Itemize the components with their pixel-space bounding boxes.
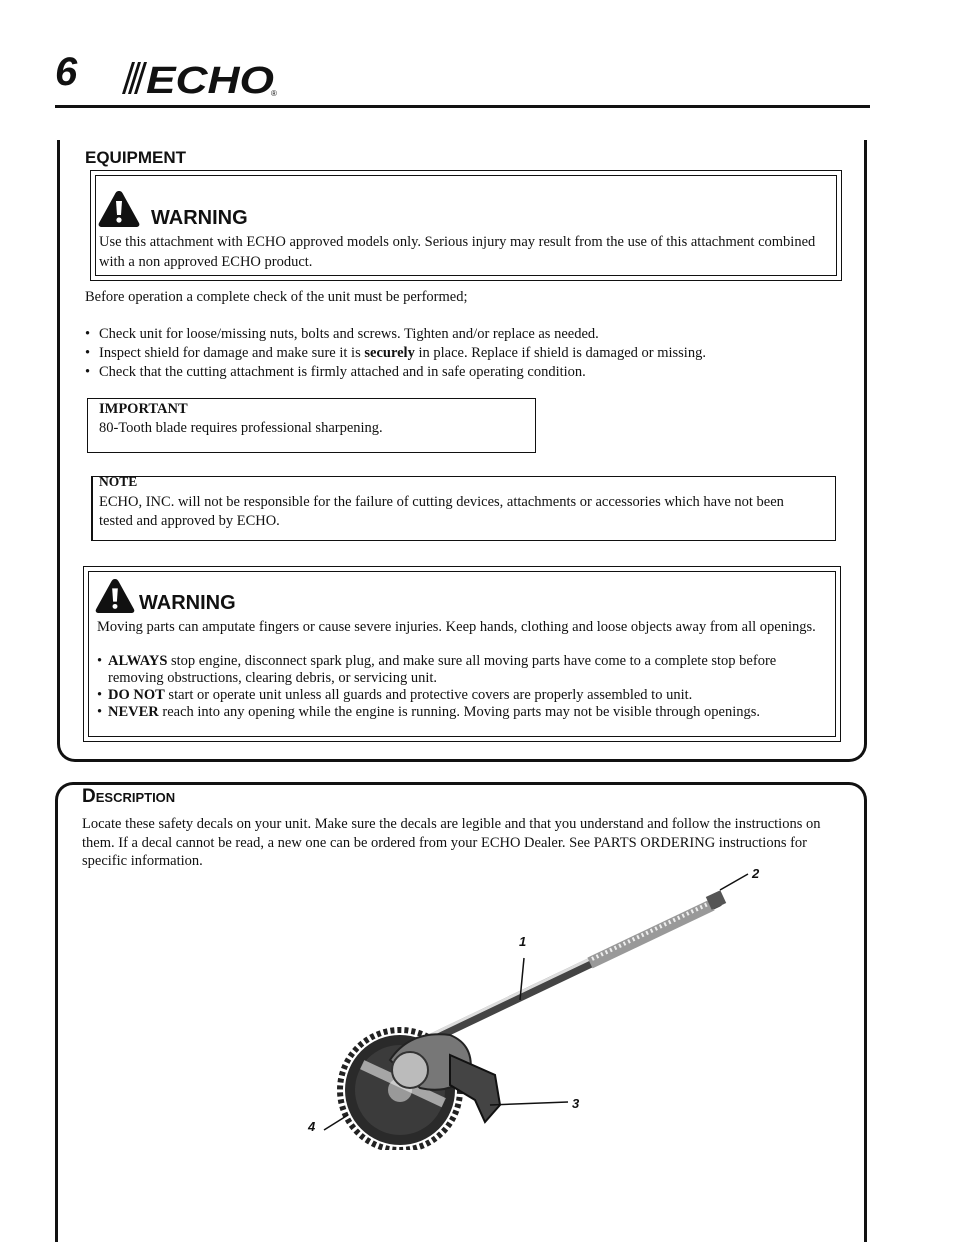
callout-3: 3 (572, 1096, 580, 1111)
warning-triangle-icon (95, 578, 135, 614)
before-operation-text: Before operation a complete check of the unit must be performed; (85, 289, 468, 305)
warning-1-text: Use this attachment with ECHO approved models only. Serious injury may result from the use of this attachment combined with a non approved ECHO product. (99, 234, 816, 270)
warning-2-title: WARNING (139, 592, 236, 614)
warning-2-item: • ALWAYS stop engine, disconnect spark plug, and make sure all moving parts have come to a complete stop before removing obstructions, clearing debris, or servicing unit. (97, 653, 832, 687)
echo-logo (118, 58, 283, 98)
brushcutter-illustration (300, 860, 780, 1150)
header-rule (55, 105, 870, 108)
note-title: NOTE (99, 474, 138, 489)
callout-4: 4 (308, 1119, 316, 1134)
description-heading: Description (82, 786, 176, 807)
description-text: Locate these safety decals on your unit. Make sure the decals are legible and that you understand and follow the instructions on them. If a decal cannot be read, a new one can be ordered from your ECHO Dealer. See PARTS ORDERING instructions for specific information. (82, 816, 821, 869)
checklist-item: • Check that the cutting attachment is firmly attached and in safe operating condition. (85, 363, 865, 382)
warning-2-text: Moving parts can amputate fingers or cause severe injuries. Keep hands, clothing and loose objects away from all openings. (97, 619, 816, 635)
checklist-item: • Inspect shield for damage and make sure it is securely in place. Replace if shield is damaged or missing. (85, 344, 865, 363)
logo-text: ECHO (146, 60, 274, 98)
important-title: IMPORTANT (99, 401, 188, 417)
equipment-heading: EQUIPMENT (85, 148, 187, 167)
warning-triangle-icon (98, 190, 140, 228)
warning-2-item: • DO NOT start or operate unit unless all guards and protective covers are properly assembled to unit. (97, 687, 832, 704)
callout-2: 2 (752, 866, 760, 881)
checklist (85, 325, 865, 382)
important-text: 80-Tooth blade requires professional sharpening. (99, 420, 383, 436)
page-number: 6 (55, 50, 78, 94)
warning-1-title: WARNING (151, 207, 248, 229)
shaft (418, 890, 726, 1045)
note-text: ECHO, INC. will not be responsible for the failure of cutting devices, attachments or accessories which have not been tested and approved by ECHO. (99, 494, 784, 529)
callout-1: 1 (519, 934, 527, 949)
warning-2-list (97, 653, 832, 721)
checklist-item: • Check unit for loose/missing nuts, bolts and screws. Tighten and/or replace as needed. (85, 325, 865, 344)
registered-mark: ® (271, 89, 277, 98)
warning-2-item: • NEVER reach into any opening while the engine is running. Moving parts may not be visible through openings. (97, 704, 832, 721)
